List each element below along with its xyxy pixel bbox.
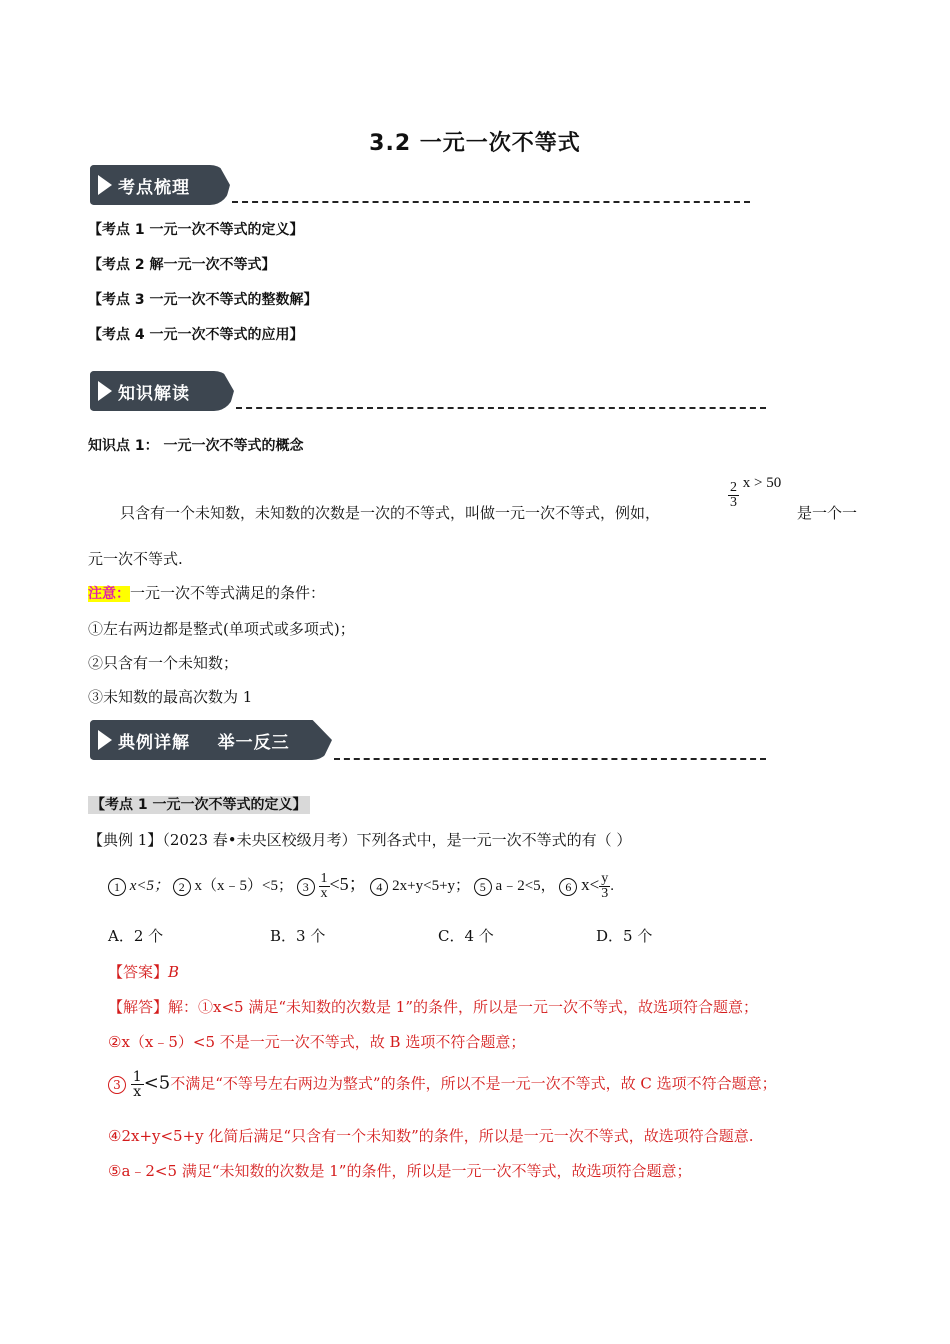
page-title: 3.2 一元一次不等式 — [369, 131, 581, 156]
section-banner-dianli — [90, 720, 770, 760]
circled-number: 2 — [173, 878, 191, 896]
item-4: 2x+y<5+y； — [392, 878, 471, 894]
item-6-lhs: x< — [581, 875, 600, 894]
solution-3: 不满足“不等号左右两边为整式”的条件，所以不是一元一次不等式，故 C 选项不符合题意； — [170, 1074, 777, 1093]
play-icon — [98, 730, 112, 750]
solution-3-fraction — [131, 1070, 144, 1099]
note-line — [88, 582, 325, 603]
solution-3-rest: <5 — [143, 1072, 171, 1094]
knowledge-para-a: 只含有一个未知数，未知数的次数是一次的不等式，叫做一元一次不等式，例如， — [120, 504, 661, 522]
dashed-divider — [334, 758, 766, 760]
item-6-fraction — [599, 872, 610, 901]
option-d[interactable]: D．5 个 — [596, 927, 653, 945]
example-question-line — [88, 829, 631, 850]
solution-1: 解：①x<5 满足“未知数的次数是 1”的条件，所以是一元一次不等式，故选项符合题意； — [168, 998, 759, 1016]
kaodian-item-2: 【考点 2 解一元一次不等式】 — [88, 257, 276, 273]
denominator: 3 — [601, 886, 609, 902]
example-question: （2023 春•未央区校级月考）下列各式中，是一元一次不等式的有（ ） — [162, 831, 632, 849]
knowledge-para-b: 是一个一 — [797, 504, 858, 522]
play-icon — [98, 175, 112, 195]
solution-line-3 — [108, 1070, 777, 1099]
option-a[interactable]: A．2 个 — [108, 927, 164, 945]
circled-number: 3 — [108, 1076, 126, 1094]
condition-2: ②只含有一个未知数； — [88, 654, 239, 672]
answer-label: 【答案】 — [108, 963, 169, 981]
banner-label: 知识解读 — [118, 384, 190, 404]
condition-1: ①左右两边都是整式(单项式或多项式)； — [88, 620, 355, 638]
numerator: 1 — [132, 1069, 142, 1085]
knowledge-heading: 知识点 1： 一元一次不等式的概念 — [88, 438, 304, 454]
section-banner-kaodian — [90, 165, 755, 205]
solution-line-1 — [108, 996, 758, 1017]
example-items — [108, 870, 614, 901]
banner-label: 典例详解 举一反三 — [118, 733, 290, 753]
item-5: a﹣2<5， — [495, 878, 556, 894]
denominator: x — [133, 1084, 142, 1100]
dashed-divider — [236, 407, 766, 409]
kaodian-item-4: 【考点 4 一元一次不等式的应用】 — [88, 327, 304, 343]
kaodian-item-3: 【考点 3 一元一次不等式的整数解】 — [88, 292, 318, 308]
solution-5: ⑤a﹣2<5 满足“未知数的次数是 1”的条件，所以是一元一次不等式，故选项符合题意； — [108, 1162, 692, 1180]
item-2: x（x﹣5）<5； — [194, 878, 293, 894]
banner-label: 考点梳理 — [118, 178, 190, 198]
condition-3: ③未知数的最高次数为 1 — [88, 688, 253, 706]
solution-label: 【解答】 — [108, 998, 169, 1016]
circled-number: 5 — [474, 878, 492, 896]
dashed-divider — [232, 201, 750, 203]
example-label: 【典例 1】 — [88, 831, 163, 849]
circled-number: 6 — [559, 878, 577, 896]
denominator: 3 — [730, 495, 737, 510]
numerator: 2 — [730, 480, 737, 495]
note-label: 注意： — [88, 586, 130, 602]
circled-number: 4 — [370, 878, 388, 896]
play-icon — [98, 381, 112, 401]
section-banner-zhishi — [90, 371, 770, 411]
example-kaodian-tag — [88, 794, 310, 814]
circled-number: 1 — [108, 878, 126, 896]
answer-value: B — [168, 963, 180, 981]
fraction — [728, 481, 739, 510]
numerator: 1 — [320, 871, 328, 887]
item-1: x<5； — [129, 878, 170, 894]
kaodian-item-1: 【考点 1 一元一次不等式的定义】 — [88, 222, 304, 238]
circled-number: 3 — [297, 878, 315, 896]
note-text: 一元一次不等式满足的条件： — [130, 584, 326, 602]
solution-2: ②x（x﹣5）<5 不是一元一次不等式，故 B 选项不符合题意； — [108, 1033, 526, 1051]
solution-4: ④2x+y<5+y 化简后满足“只含有一个未知数”的条件，所以是一元一次不等式，故选项符合题意. — [108, 1127, 754, 1145]
item-3-rest: <5； — [329, 874, 367, 894]
example-inequality — [728, 475, 782, 510]
answer-line — [108, 961, 179, 982]
denominator: x — [320, 886, 328, 902]
knowledge-para-c: 元一次不等式. — [88, 550, 183, 568]
kaodian-tag-label: 【考点 1 一元一次不等式的定义】 — [88, 796, 310, 814]
expr-rest: x > 50 — [742, 475, 782, 491]
option-c[interactable]: C．4 个 — [438, 927, 494, 945]
items-end: . — [610, 878, 615, 894]
item-3-fraction — [319, 872, 330, 901]
numerator: y — [601, 871, 609, 887]
option-b[interactable]: B．3 个 — [270, 927, 326, 945]
